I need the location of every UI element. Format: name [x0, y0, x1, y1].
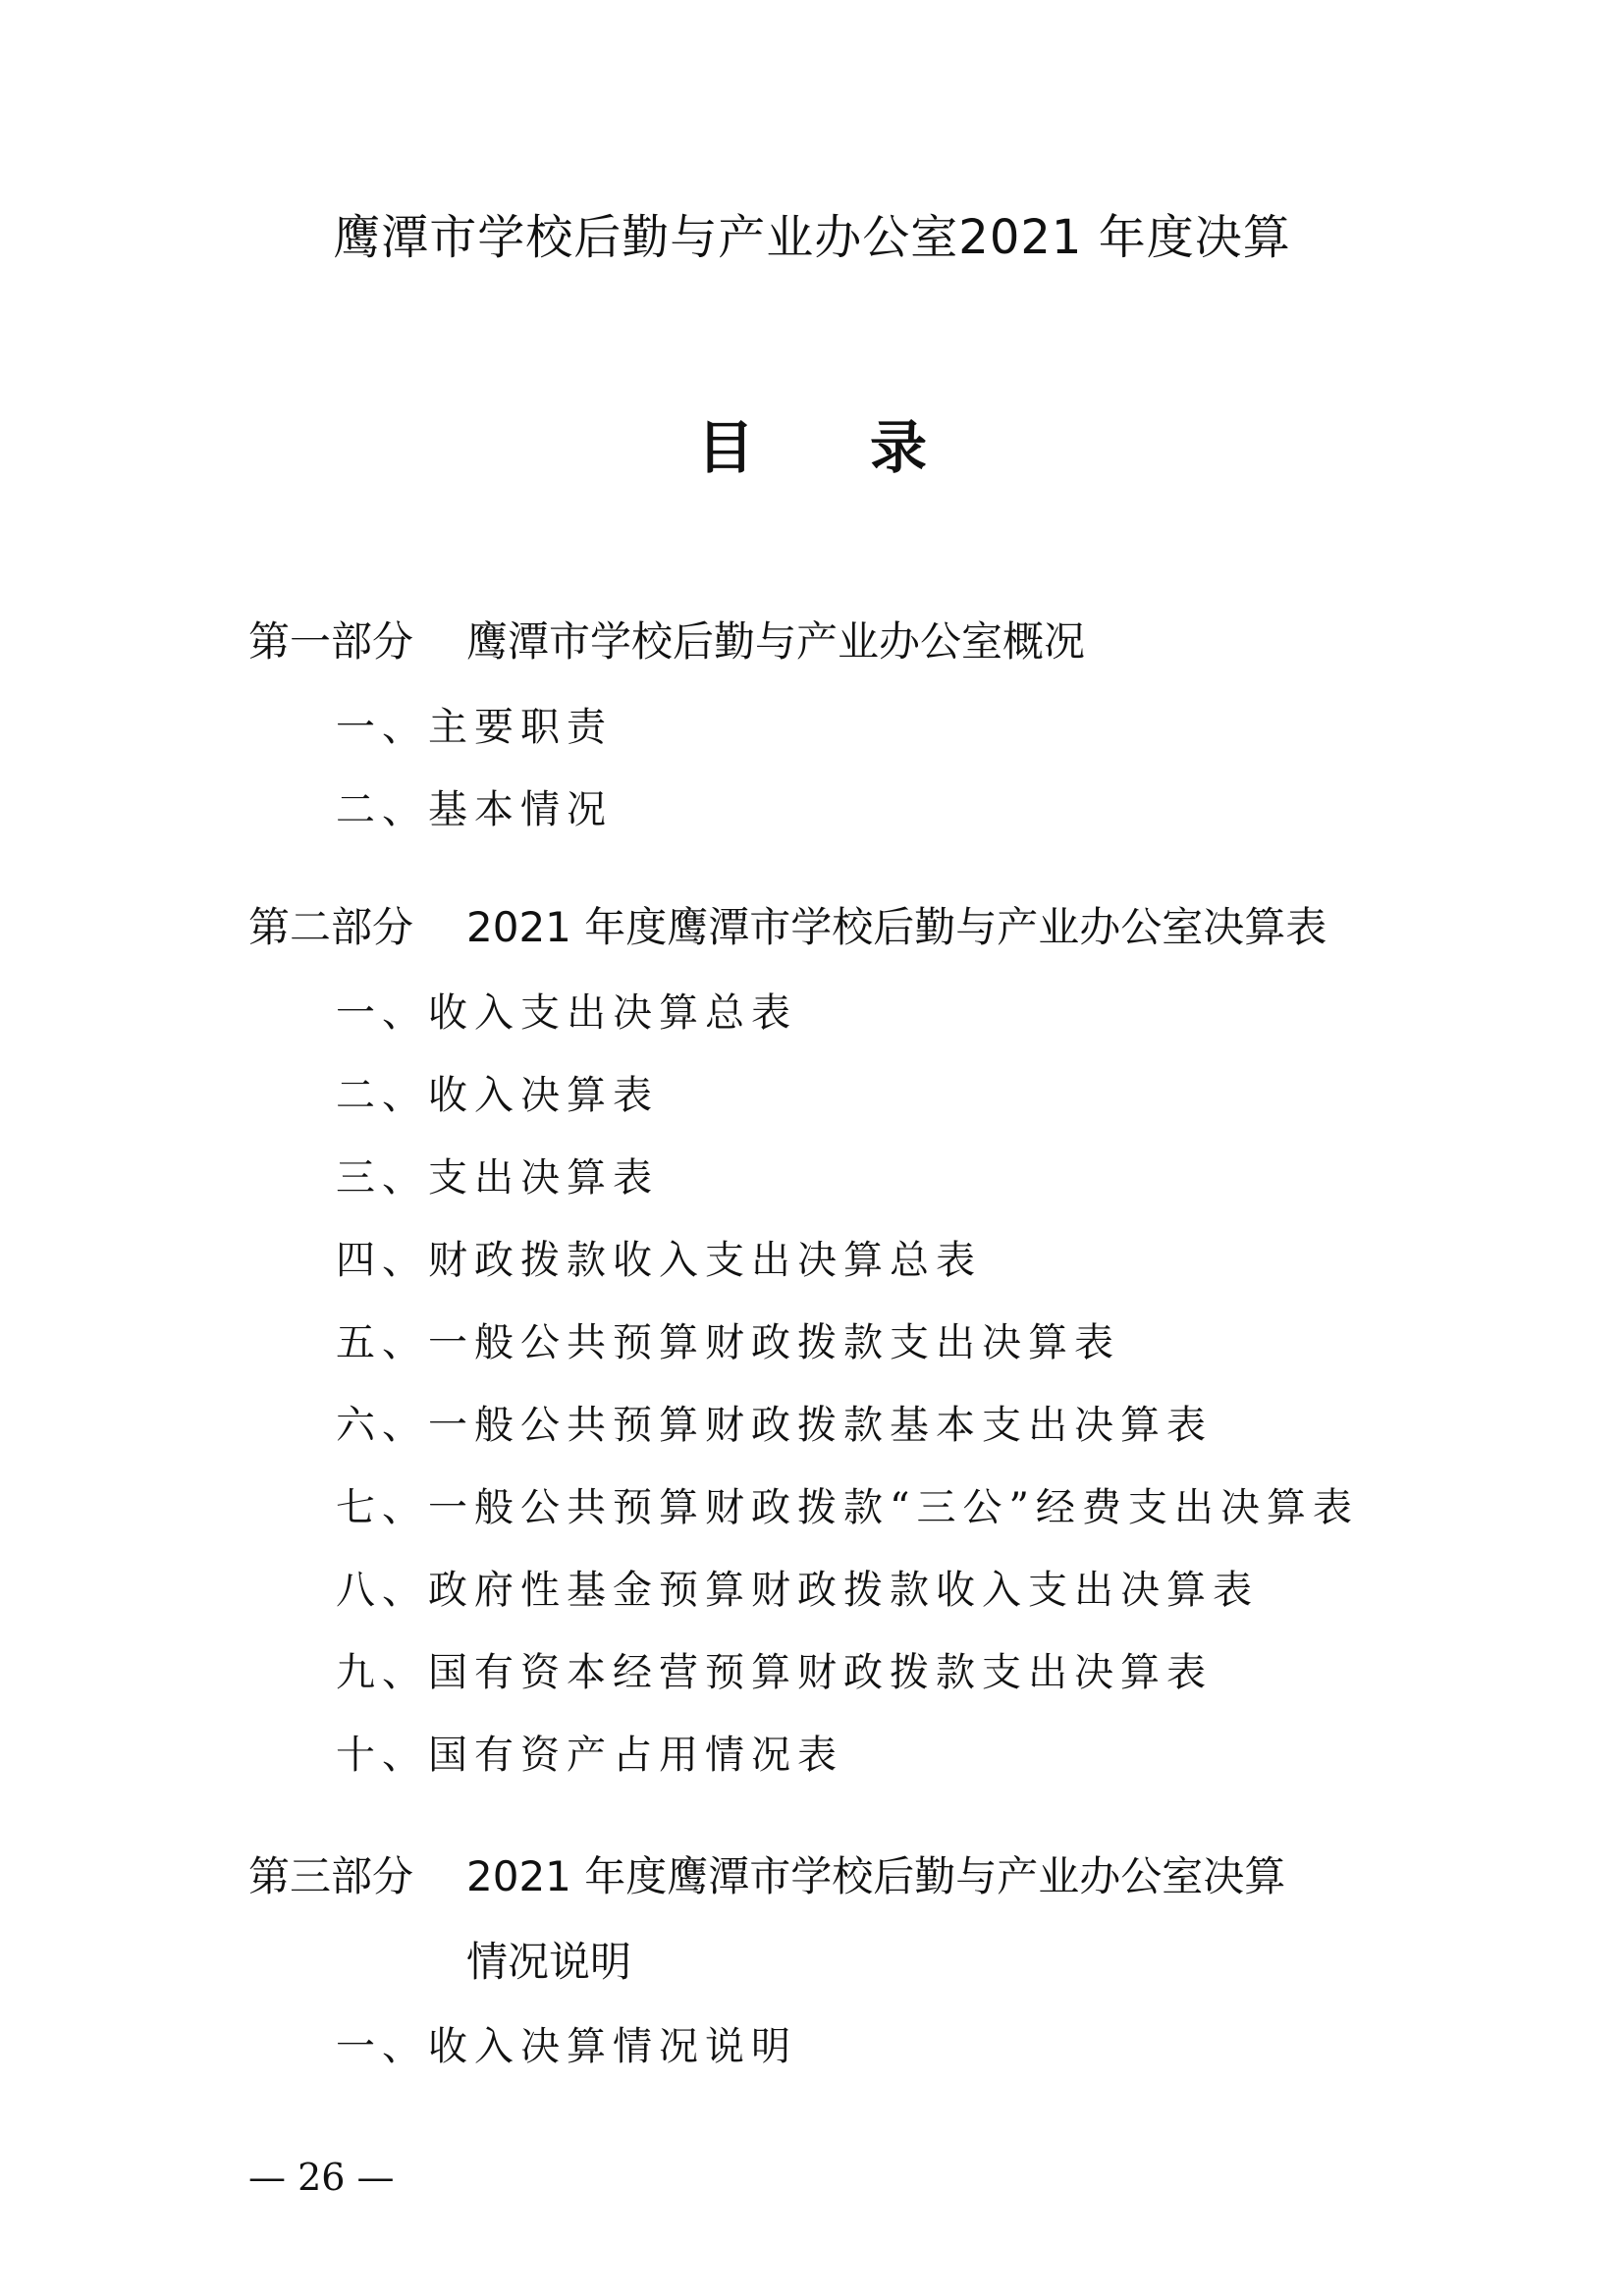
- toc-item: 五、一般公共预算财政拨款支出决算表: [336, 1320, 1120, 1365]
- toc-item: 三、支出决算表: [336, 1155, 659, 1201]
- toc-heading: 目录: [696, 414, 1043, 481]
- toc-item: 四、财政拨款收入支出决算总表: [336, 1238, 982, 1283]
- toc-item: 一、主要职责: [336, 705, 613, 750]
- toc-item: 八、政府性基金预算财政拨款收入支出决算表: [336, 1568, 1259, 1613]
- section-1-heading: [248, 614, 1085, 669]
- section-2-part-label: 第二部分: [248, 903, 414, 951]
- section-3-heading: [248, 1849, 1285, 1904]
- section-3-part-label: 第三部分: [248, 1852, 414, 1900]
- toc-item: 七、一般公共预算财政拨款“三公”经费支出决算表: [336, 1485, 1359, 1530]
- document-title: 鹰潭市学校后勤与产业办公室2021 年度决算: [333, 210, 1291, 265]
- toc-item: 二、基本情况: [336, 787, 613, 832]
- section-1-title: 鹰潭市学校后勤与产业办公室概况: [466, 617, 1086, 666]
- toc-item: 九、国有资本经营预算财政拨款支出决算表: [336, 1650, 1213, 1695]
- section-2-title: 2021 年度鹰潭市学校后勤与产业办公室决算表: [466, 903, 1327, 951]
- toc-item: 一、收入决算情况说明: [336, 2024, 797, 2069]
- toc-item: 十、国有资产占用情况表: [336, 1733, 843, 1778]
- section-2-heading: [248, 900, 1326, 955]
- toc-item: 二、收入决算表: [336, 1073, 659, 1118]
- page-number: — 26 —: [248, 2156, 395, 2199]
- section-1-part-label: 第一部分: [248, 617, 414, 666]
- section-3-title-continued: 情况说明: [466, 1938, 632, 1986]
- section-3-title: 2021 年度鹰潭市学校后勤与产业办公室决算: [466, 1852, 1286, 1900]
- toc-item: 六、一般公共预算财政拨款基本支出决算表: [336, 1403, 1213, 1448]
- toc-item: 一、收入支出决算总表: [336, 990, 797, 1036]
